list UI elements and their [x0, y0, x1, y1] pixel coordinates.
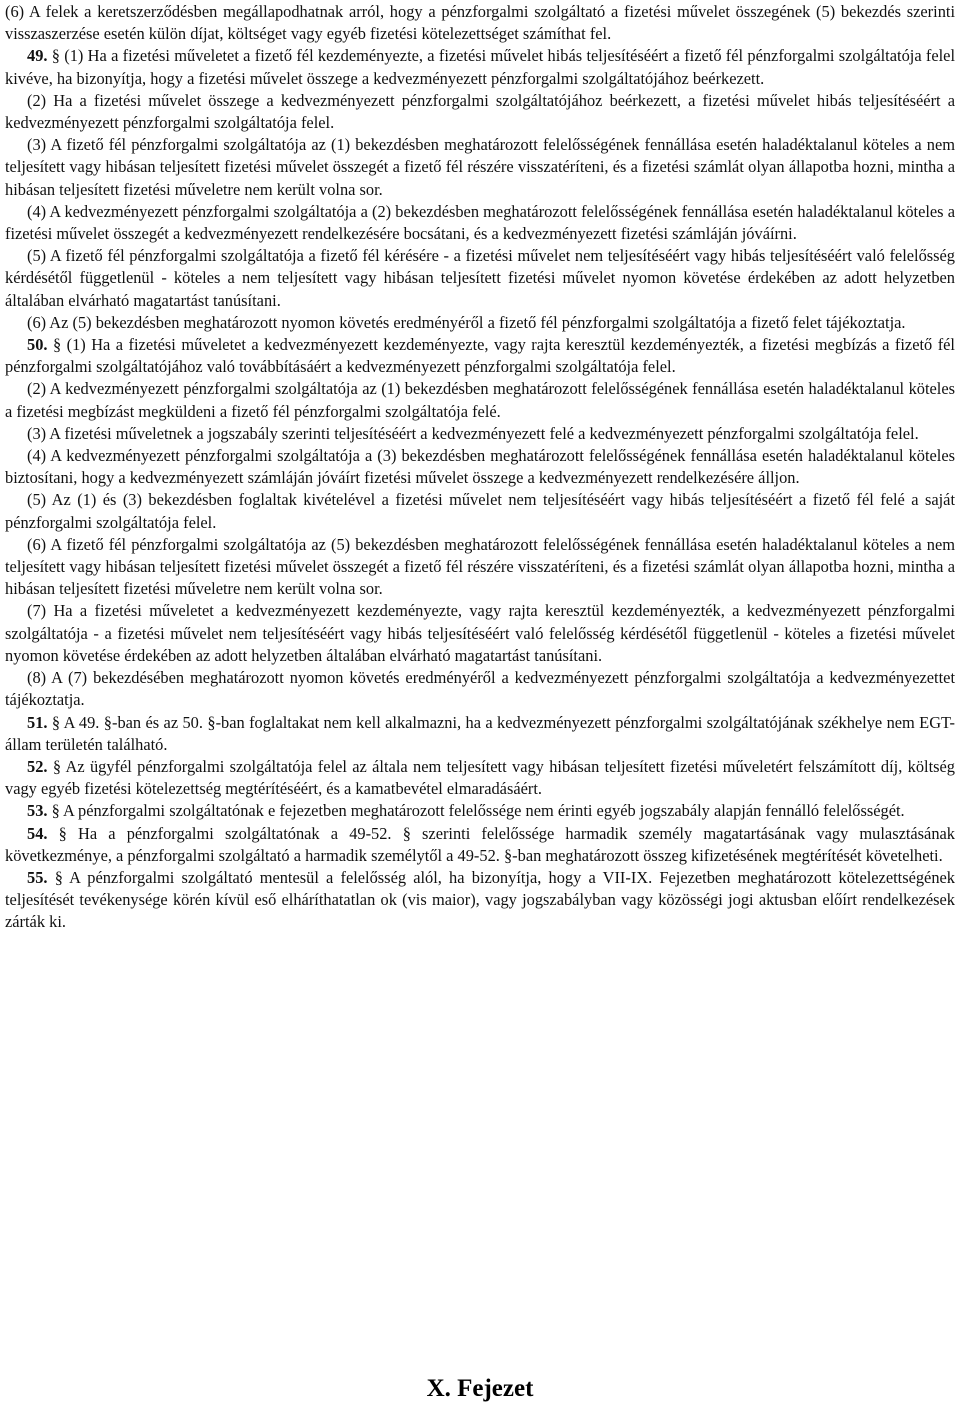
paragraph-text: (3) A fizető fél pénzforgalmi szolgáltatója az (1) bekezdésben meghatározott felelősségének fennállása esetén haladéktalanul köteles a nem teljesített vagy hibásan teljesített fizetési művelet összegét a fizető fél részére visszatéríteni, és a fizetési számlát olyan állapotba hozni, mintha a hibásan teljesített fizetési műveletre nem került volna sor.	[5, 135, 955, 199]
chapter-heading: X. Fejezet	[426, 1375, 534, 1402]
paragraph-text: § Az ügyfél pénzforgalmi szolgáltatója felel az általa nem teljesített vagy hibásan teljesített fizetési műveletért felszámított díj, költség vagy egyéb fizetési kötelezettség megtérítéséért, és a kamatbevétel elmaradásáért.	[5, 756, 955, 799]
paragraph-text: (2) Ha a fizetési művelet összege a kedvezményezett pénzforgalmi szolgáltatójához beérkezett, a fizetési művelet hibás teljesítéséért a kedvezményezett pénzforgalmi szolgáltatója felel.	[5, 90, 955, 133]
section-number: 53.	[27, 801, 48, 821]
paragraph-text: § (1) Ha a fizetési műveletet a kedvezményezett kezdeményezte, vagy rajta keresztül kezdeményezték, a fizetési megbízás a fizető fél pénzforgalmi szolgáltatójához való továbbításáért a kedvezményezett pénzforgalmi szolgáltatója felel.	[5, 335, 955, 377]
document-body	[5, 1, 955, 934]
paragraph-text: § (1) Ha a fizetési műveletet a fizető fél kezdeményezte, a fizetési művelet hibás teljesítéséért a fizető fél pénzforgalmi szolgáltatója felel kivéve, ha bizonyítja, hogy a fizetési művelet összege a kedvezményezett pénzforgalmi szolgáltatójához beérkezett.	[5, 46, 955, 88]
paragraph-text: (7) Ha a fizetési műveletet a kedvezményezett kezdeményezte, vagy rajta keresztül kezdeményezték, a kedvezményezett pénzforgalmi szolgáltatója - a fizetési művelet nem teljesítéséért vagy hibás teljesítéséért való felelősség kérdésétől függetlenül - köteles a fizetési művelet nyomon követése érdekében az adott helyzetben általában elvárható magatartást tanúsítani.	[5, 601, 955, 665]
paragraph-text: § A pénzforgalmi szolgáltatónak e fejezetben meghatározott felelőssége nem érinti egyéb jogszabály alapján fennálló felelősségét.	[51, 801, 905, 821]
section-number: 52.	[27, 756, 48, 776]
paragraph	[5, 312, 955, 334]
paragraph	[5, 201, 955, 245]
section-number: 54.	[27, 823, 48, 843]
paragraph	[5, 534, 955, 601]
paragraph	[5, 445, 955, 489]
paragraph-text: § A pénzforgalmi szolgáltató mentesül a felelősség alól, ha bizonyítja, hogy a VII-IX. Fejezetben meghatározott kötelezettségének teljesítését tevékenysége körén kívül eső elháríthatatlan ok (vis maior), vagy jogszabályban vagy közösségi jogi aktusban előírt rendelkezések zárták ki.	[5, 867, 955, 932]
paragraph	[5, 600, 955, 667]
section-number: 51.	[27, 712, 48, 732]
section-paragraph	[5, 867, 955, 934]
paragraph	[5, 1, 955, 45]
paragraph	[5, 378, 955, 422]
paragraph-text: (5) A fizető fél pénzforgalmi szolgáltatója a fizető fél kérésére - a fizetési művelet nem teljesítéséért vagy hibás teljesítéséért való felelősség kérdésétől függetlenül - köteles a nem teljesített vagy hibásan teljesített fizetési művelet nyomon követése érdekében az adott helyzetben általában elvárható magatartást tanúsítani.	[5, 246, 955, 310]
paragraph	[5, 90, 955, 134]
paragraph-text: (5) Az (1) és (3) bekezdésben foglaltak kivételével a fizetési művelet nem teljesítéséért vagy hibás teljesítéséért a fizető fél felé a saját pénzforgalmi szolgáltatója felel.	[5, 490, 955, 532]
section-paragraph	[5, 334, 955, 378]
section-number: 50.	[27, 335, 48, 355]
section-paragraph	[5, 756, 955, 800]
paragraph	[5, 134, 955, 201]
paragraph-text: (4) A kedvezményezett pénzforgalmi szolgáltatója a (2) bekezdésben meghatározott felelősségének fennállása esetén haladéktalanul köteles a fizetési művelet összegét a kedvezményezett rendelkezésére bocsátani, és a kedvezményezett fizetési számláján jóváírni.	[5, 201, 955, 244]
paragraph-text: (8) A (7) bekezdésében meghatározott nyomon követés eredményéről a kedvezményezett pénzforgalmi szolgáltatója a kedvezményezettet tájékoztatja.	[5, 668, 955, 710]
paragraph-text: (6) A felek a keretszerződésben megállapodhatnak arról, hogy a pénzforgalmi szolgáltató a fizetési művelet összegének (5) bekezdés szerinti visszaszerzése esetén külön díjat, költséget vagy egyéb fizetési kötelezettséget számíthat fel.	[5, 2, 955, 44]
paragraph-text: (4) A kedvezményezett pénzforgalmi szolgáltatója a (3) bekezdésben meghatározott felelősségének fennállása esetén haladéktalanul köteles biztosítani, hogy a kedvezményezett számláján jóváírt fizetési művelet összege a kedvezményezett rendelkezésére álljon.	[5, 446, 955, 488]
paragraph-text: (2) A kedvezményezett pénzforgalmi szolgáltatója az (1) bekezdésben meghatározott felelősségének fennállása esetén haladéktalanul köteles a fizetési megbízást megküldeni a fizető fél pénzforgalmi szolgáltatója felé.	[5, 379, 955, 421]
section-paragraph	[5, 823, 955, 867]
section-number: 55.	[27, 867, 48, 887]
paragraph-text: § A 49. §-ban és az 50. §-ban foglaltakat nem kell alkalmazni, ha a kedvezményezett pénzforgalmi szolgáltatójának székhelye nem EGT-állam területén található.	[5, 712, 956, 754]
paragraph-text: § Ha a pénzforgalmi szolgáltatónak a 49-52. § szerinti felelőssége harmadik személy magatartásának vagy mulasztásának következménye, a pénzforgalmi szolgáltató a harmadik személytől a 49-52. §-ban meghatározott összeg kifizetésének megtérítését követelheti.	[5, 823, 955, 865]
paragraph	[5, 423, 955, 445]
section-paragraph	[5, 45, 955, 89]
paragraph-text: (3) A fizetési műveletnek a jogszabály szerinti teljesítéséért a kedvezményezett felé a kedvezményezett pénzforgalmi szolgáltatója felel.	[27, 423, 919, 443]
section-paragraph	[5, 712, 955, 756]
paragraph	[5, 489, 955, 533]
section-paragraph	[5, 800, 955, 822]
paragraph-text: (6) Az (5) bekezdésben meghatározott nyomon követés eredményéről a fizető fél pénzforgalmi szolgáltatója a fizető felet tájékoztatja.	[27, 312, 906, 332]
paragraph-text: (6) A fizető fél pénzforgalmi szolgáltatója az (5) bekezdésben meghatározott felelősségének fennállása esetén haladéktalanul köteles a nem teljesített vagy hibásan teljesített fizetési művelet összegét a fizető fél részére visszatéríteni, és a fizetési számlát olyan állapotba hozni, mintha a hibásan teljesített fizetési műveletre nem került volna sor.	[5, 534, 955, 599]
paragraph	[5, 667, 955, 711]
section-number: 49.	[27, 46, 48, 66]
paragraph	[5, 245, 955, 312]
